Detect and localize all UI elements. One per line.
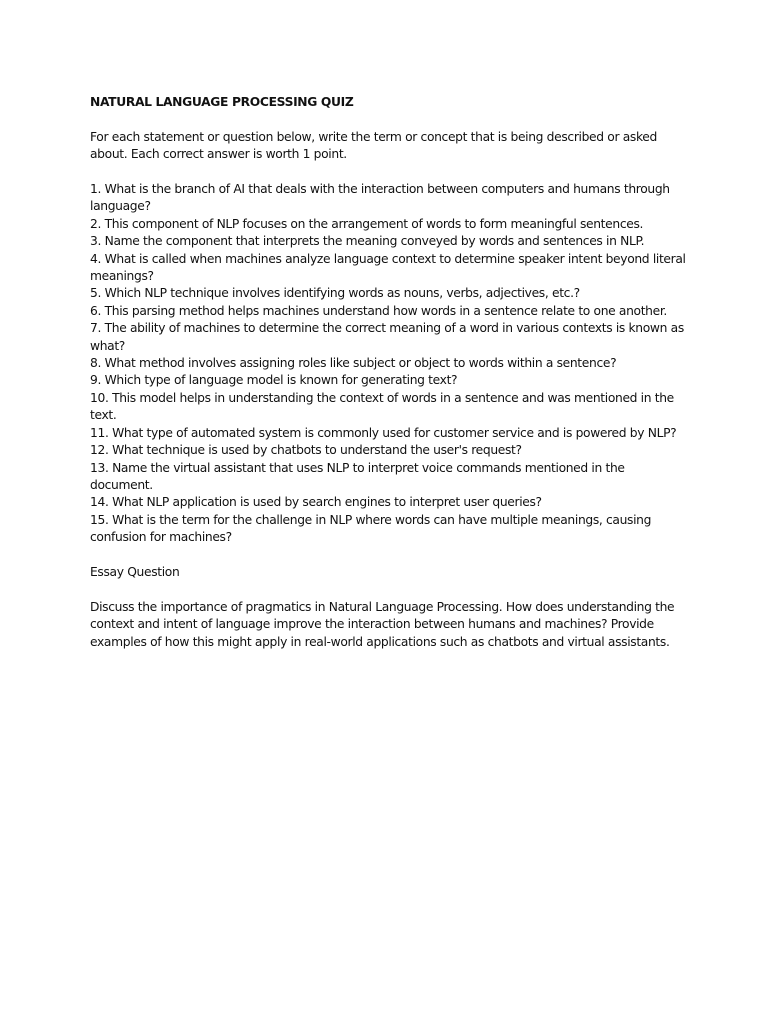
question-item: 5. Which NLP technique involves identifying words as nouns, verbs, adjectives, etc.? [90,286,580,301]
question-item: 1. What is the branch of AI that deals with the interaction between computers and humans through language? [90,182,670,214]
document-body [90,94,690,668]
quiz-title: NATURAL LANGUAGE PROCESSING QUIZ [90,95,354,109]
question-item: 4. What is called when machines analyze language context to determine speaker intent beyond literal meanings? [90,251,686,284]
question-item: 15. What is the term for the challenge in NLP where words can have multiple meanings, causing confusion for machines? [90,512,652,545]
quiz-instructions: For each statement or question below, write the term or concept that is being described or asked about. Each correct answer is worth 1 point. [90,129,657,162]
question-item: 10. This model helps in understanding the context of words in a sentence and was mentioned in the text. [90,390,674,423]
question-item: 2. This component of NLP focuses on the arrangement of words to form meaningful sentences. [90,216,644,231]
question-item: 9. Which type of language model is known for generating text? [90,373,458,388]
essay-heading: Essay Question [90,564,180,579]
essay-prompt: Discuss the importance of pragmatics in Natural Language Processing. How does understanding the context and intent of language improve the interaction between humans and machines? Provide examples of how this might apply in real-world applications such as chatbots and virtual assistants. [90,599,675,649]
question-item: 6. This parsing method helps machines understand how words in a sentence relate to one another. [90,303,667,318]
question-item: 11. What type of automated system is commonly used for customer service and is powered by NLP? [90,425,677,440]
question-item: 3. Name the component that interprets the meaning conveyed by words and sentences in NLP. [90,234,645,249]
question-item: 12. What technique is used by chatbots to understand the user's request? [90,443,522,458]
question-item: 8. What method involves assigning roles like subject or object to words within a sentence? [90,356,617,371]
question-item: 14. What NLP application is used by search engines to interpret user queries? [90,495,542,510]
question-item: 13. Name the virtual assistant that uses NLP to interpret voice commands mentioned in the document. [90,460,625,492]
question-list [90,181,690,547]
question-item: 7. The ability of machines to determine the correct meaning of a word in various contexts is known as what? [90,321,684,353]
